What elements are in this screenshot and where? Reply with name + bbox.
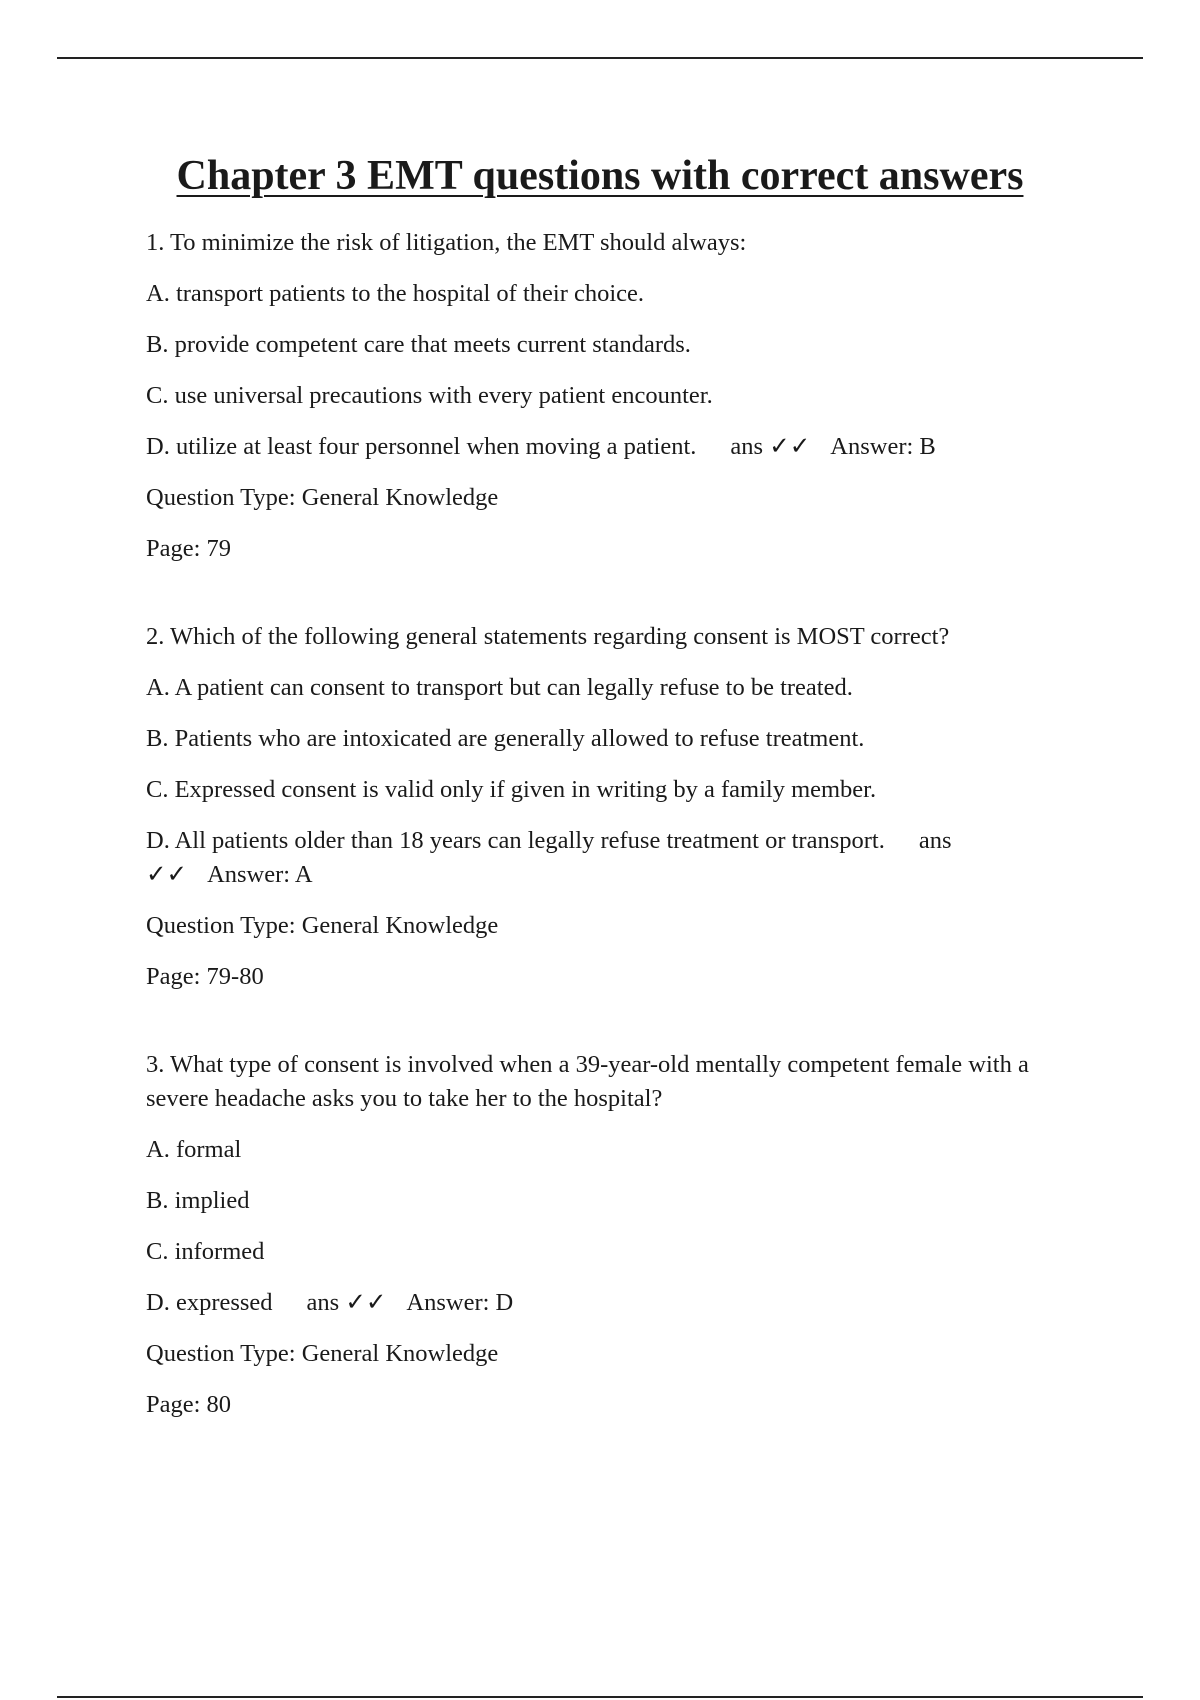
option-b: B. provide competent care that meets current standards. xyxy=(146,331,691,358)
page-reference: Page: 80 xyxy=(146,1391,232,1418)
check-mark-icon: ✓✓ xyxy=(769,433,811,460)
question-type: Question Type: General Knowledge xyxy=(146,484,499,511)
option-d-with-answer xyxy=(146,824,1096,892)
correct-answer: Answer: A xyxy=(207,861,313,888)
option-a: A. formal xyxy=(146,1136,242,1163)
option-c: C. use universal precautions with every patient encounter. xyxy=(146,382,713,409)
ans-label: ans xyxy=(306,1289,340,1316)
ans-label: ans xyxy=(918,827,952,854)
option-d: D. All patients older than 18 years can legally refuse treatment or transport. xyxy=(146,827,885,854)
option-d-with-answer xyxy=(146,430,1096,464)
option-a: A. A patient can consent to transport but can legally refuse to be treated. xyxy=(146,674,853,701)
page-reference: Page: 79 xyxy=(146,535,232,562)
question-2 xyxy=(146,620,1096,994)
ans-label: ans xyxy=(730,433,764,460)
option-d-with-answer xyxy=(146,1286,1096,1320)
question-list xyxy=(146,226,1096,1422)
document-page xyxy=(146,140,1096,1439)
option-d: D. expressed xyxy=(146,1289,273,1316)
question-type: Question Type: General Knowledge xyxy=(146,1340,499,1367)
option-a: A. transport patients to the hospital of their choice. xyxy=(146,280,645,307)
correct-answer: Answer: D xyxy=(406,1289,514,1316)
option-b: B. Patients who are intoxicated are generally allowed to refuse treatment. xyxy=(146,725,865,752)
page-reference: Page: 79-80 xyxy=(146,963,264,990)
option-c: C. Expressed consent is valid only if given in writing by a family member. xyxy=(146,776,877,803)
question-stem: 1. To minimize the risk of litigation, the EMT should always: xyxy=(146,229,747,256)
check-mark-icon: ✓✓ xyxy=(146,861,188,888)
question-stem: 2. Which of the following general statements regarding consent is MOST correct? xyxy=(146,623,950,650)
document-title: Chapter 3 EMT questions with correct answers xyxy=(176,153,1024,199)
footer-rule xyxy=(57,1696,1143,1698)
correct-answer: Answer: B xyxy=(830,433,936,460)
check-mark-icon: ✓✓ xyxy=(345,1289,387,1316)
question-type: Question Type: General Knowledge xyxy=(146,912,499,939)
question-3 xyxy=(146,1048,1096,1422)
question-stem: 3. What type of consent is involved when a 39-year-old mentally competent female with a severe headache asks you to take her to the hospital? xyxy=(146,1051,1029,1112)
option-c: C. informed xyxy=(146,1238,265,1265)
question-1 xyxy=(146,226,1096,566)
option-d: D. utilize at least four personnel when moving a patient. xyxy=(146,433,697,460)
header-rule xyxy=(57,57,1143,59)
option-b: B. implied xyxy=(146,1187,250,1214)
